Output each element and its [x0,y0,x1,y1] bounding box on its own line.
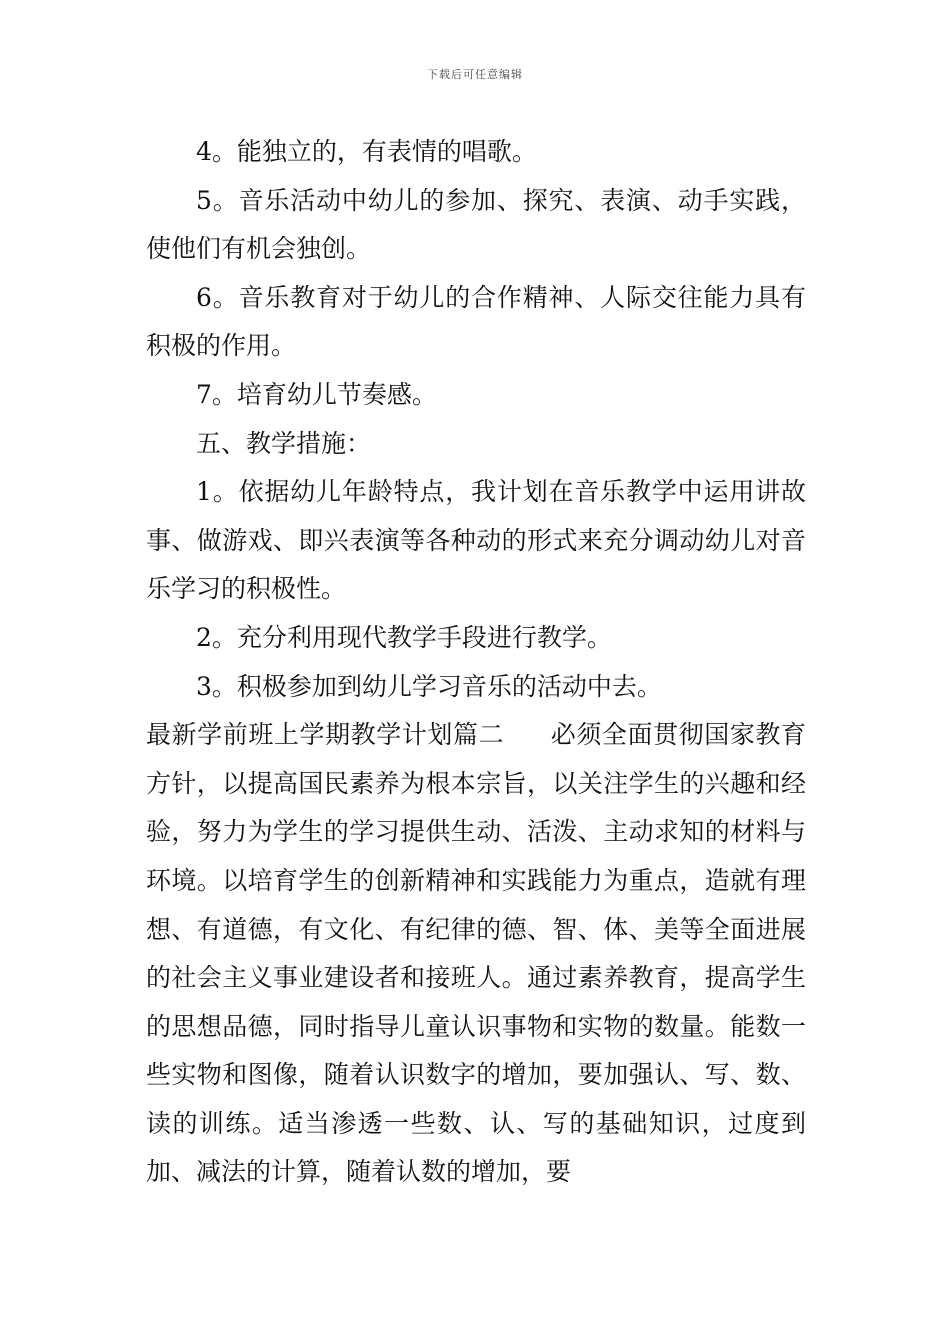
plan-body: 必须全面贯彻国家教育方针，以提高国民素养为根本宗旨，以关注学生的兴趣和经验，努力为学生的学习提供生动、活泼、主动求知的材料与环境。以培育学生的创新精神和实践能力为重点，造就有理想、有道德，有文化、有纪律的德、智、体、美等全面进展的社会主义事业建设者和接班人。通过素养教育，提高学生的思想品德，同时指导儿童认识事物和实物的数量。能数一些实物和图像，随着认识数字的增加，要加强认、写、数、读的训练。适当渗透一些数、认、写的基础知识，过度到加、减法的计算，随着认数的增加，要 [146,720,806,1187]
plan-title: 最新学前班上学期教学计划篇二 [146,720,505,750]
header-note: 下载后可任意编辑 [427,68,523,81]
paragraph-item-5: 5。音乐活动中幼儿的参加、探究、表演、动手实践，使他们有机会独创。 [146,185,806,264]
section-heading-teaching-measures: 五、教学措施： [196,428,372,458]
paragraph-measure-3: 3。积极参加到幼儿学习音乐的活动中去。 [196,671,662,701]
paragraph-item-6: 6。音乐教育对于幼儿的合作精神、人际交往能力具有积极的作用。 [146,282,806,361]
paragraph-measure-2: 2。充分利用现代教学手段进行教学。 [196,622,612,652]
document-body [146,128,806,1197]
paragraph-item-7: 7。培育幼儿节奏感。 [196,379,437,409]
paragraph-plan-part-two [146,711,806,1197]
paragraph-measure-1: 1。依据幼儿年龄特点，我计划在音乐教学中运用讲故事、做游戏、即兴表演等各种动的形式来充分调动幼儿对音乐学习的积极性。 [146,477,806,604]
paragraph-item-4: 4。能独立的，有表情的唱歌。 [196,137,537,166]
